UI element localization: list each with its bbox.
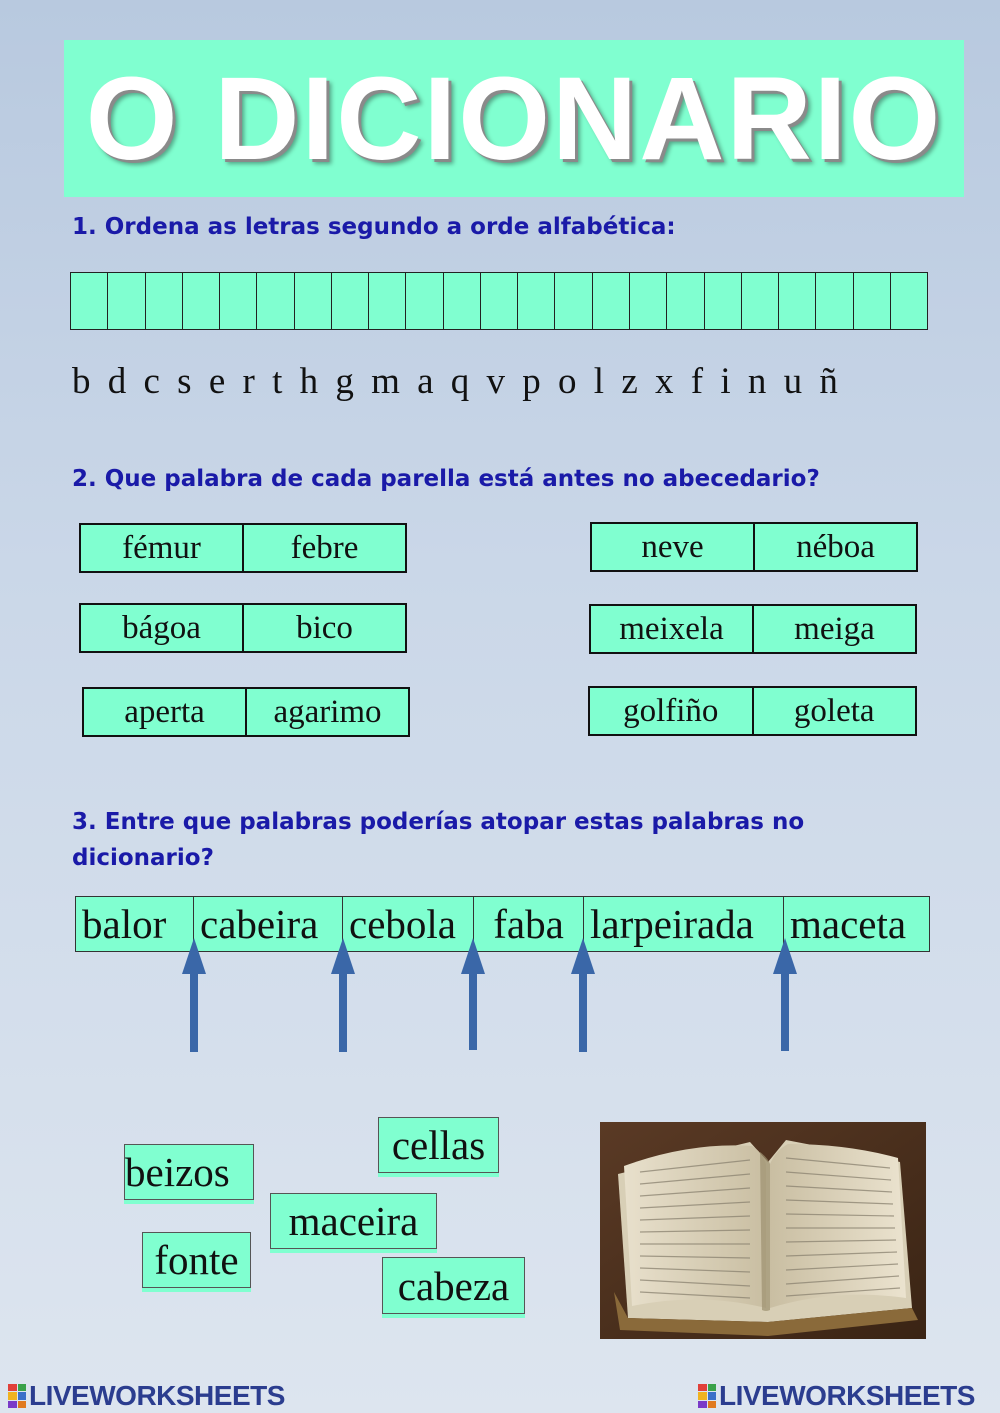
sequence-word: cabeira <box>194 897 343 951</box>
letter-input-box[interactable] <box>667 273 704 329</box>
pair-word-option[interactable]: bágoa <box>81 605 244 651</box>
sequence-word: larpeirada <box>584 897 784 951</box>
letter-input-box[interactable] <box>220 273 257 329</box>
sequence-word: maceta <box>784 897 929 951</box>
drop-target-arrow-icon[interactable] <box>570 938 596 1054</box>
sequence-word: faba <box>474 897 584 951</box>
liveworksheets-logo <box>698 1380 975 1412</box>
letter-input-box[interactable] <box>816 273 853 329</box>
logo-text: LIVEWORKSHEETS <box>719 1380 975 1411</box>
open-book-image <box>600 1122 926 1339</box>
liveworksheets-logo <box>8 1380 285 1412</box>
word-pair <box>588 686 917 736</box>
draggable-word[interactable]: cellas <box>378 1117 499 1173</box>
draggable-word[interactable]: beizos <box>124 1144 254 1200</box>
letter-input-box[interactable] <box>108 273 145 329</box>
letter-input-box[interactable] <box>630 273 667 329</box>
drop-target-arrow-icon[interactable] <box>181 938 207 1054</box>
letter-answer-grid <box>70 272 928 330</box>
drop-target-arrow-icon[interactable] <box>460 938 486 1054</box>
letter-input-box[interactable] <box>854 273 891 329</box>
word-pair <box>82 687 410 737</box>
pair-word-option[interactable]: néboa <box>796 528 875 565</box>
pair-word-option[interactable]: golfiño <box>590 688 754 734</box>
pair-word-option[interactable]: meiga <box>794 610 875 647</box>
letters-to-order: b d c s e r t h g m a q v p o l z x f i n u ñ <box>72 361 839 402</box>
letter-input-box[interactable] <box>146 273 183 329</box>
word-pair <box>589 604 917 654</box>
letter-input-box[interactable] <box>406 273 443 329</box>
letter-input-box[interactable] <box>71 273 108 329</box>
letter-input-box[interactable] <box>369 273 406 329</box>
pair-word-option[interactable]: fémur <box>81 525 244 571</box>
letter-input-box[interactable] <box>593 273 630 329</box>
letter-input-box[interactable] <box>295 273 332 329</box>
pair-word-option[interactable]: bico <box>296 609 353 646</box>
sequence-word: balor <box>76 897 194 951</box>
word-pair <box>79 523 407 573</box>
liveworksheets-mark-icon <box>8 1384 26 1408</box>
word-pair <box>590 522 918 572</box>
letter-input-box[interactable] <box>779 273 816 329</box>
letter-input-box[interactable] <box>481 273 518 329</box>
word-pair <box>79 603 407 653</box>
letter-input-box[interactable] <box>891 273 927 329</box>
drop-target-arrow-icon[interactable] <box>330 938 356 1054</box>
letter-input-box[interactable] <box>705 273 742 329</box>
pair-word-option[interactable]: agarimo <box>273 693 382 730</box>
pair-word-option[interactable]: neve <box>592 524 755 570</box>
title-banner <box>64 40 964 197</box>
section2-heading: 2. Que palabra de cada parella está antes no abecedario? <box>72 466 820 492</box>
letter-input-box[interactable] <box>518 273 555 329</box>
liveworksheets-mark-icon <box>698 1384 716 1408</box>
sequence-word: cebola <box>343 897 474 951</box>
letter-input-box[interactable] <box>444 273 481 329</box>
pair-word-option[interactable]: febre <box>290 529 359 566</box>
pair-word-option[interactable]: meixela <box>591 606 754 652</box>
drop-target-arrow-icon[interactable] <box>772 938 798 1054</box>
draggable-word[interactable]: cabeza <box>382 1257 525 1314</box>
draggable-word[interactable]: fonte <box>142 1232 251 1288</box>
letter-input-box[interactable] <box>183 273 220 329</box>
pair-word-option[interactable]: aperta <box>84 689 247 735</box>
letter-input-box[interactable] <box>742 273 779 329</box>
letter-input-box[interactable] <box>257 273 294 329</box>
letter-input-box[interactable] <box>332 273 369 329</box>
draggable-word[interactable]: maceira <box>270 1193 437 1249</box>
section1-heading: 1. Ordena as letras segundo a orde alfabética: <box>72 214 676 240</box>
pair-word-option[interactable]: goleta <box>793 692 875 729</box>
page-title: O DICIONARIO <box>85 52 943 185</box>
section3-heading: 3. Entre que palabras poderías atopar estas palabras no dicionario? <box>72 809 805 871</box>
logo-text: LIVEWORKSHEETS <box>29 1380 285 1411</box>
letter-input-box[interactable] <box>555 273 592 329</box>
